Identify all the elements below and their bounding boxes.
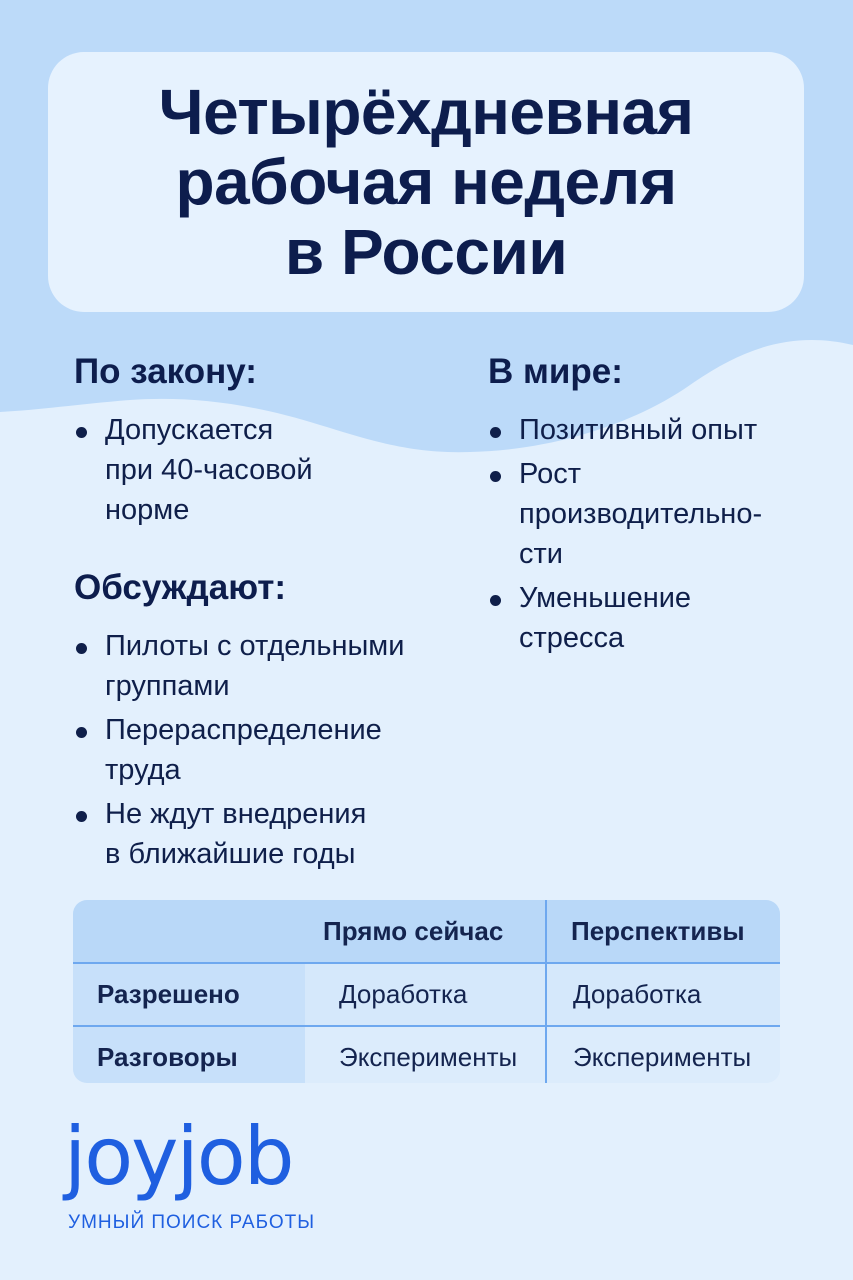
- table-row-label: Разговоры: [73, 1027, 305, 1083]
- list-item: [488, 410, 828, 450]
- discuss-heading: Обсуждают:: [74, 568, 287, 607]
- table-header-row: [73, 900, 780, 962]
- list-item-line: труда: [105, 754, 181, 786]
- list-item-line: Перераспределение: [105, 714, 382, 746]
- list-item-line: в ближайшие годы: [105, 838, 356, 870]
- table-cell: Доработка: [545, 964, 780, 1025]
- list-item-line: норме: [105, 494, 190, 526]
- comparison-table: [73, 900, 780, 1083]
- list-item-line: производительно-: [519, 498, 763, 530]
- page-title-line-1: Четырёхдневная: [158, 76, 694, 148]
- page-title-line-2: рабочая неделя: [175, 146, 677, 218]
- list-item-line: Уменьшение: [519, 582, 692, 614]
- brand-logo: joyjob: [64, 1110, 293, 1203]
- law-heading: По закону:: [74, 352, 257, 391]
- list-item-line: стресса: [519, 622, 625, 654]
- list-item-line: Рост: [519, 458, 581, 490]
- discuss-list: [74, 626, 494, 874]
- law-list: [74, 410, 474, 530]
- world-list: [488, 410, 828, 658]
- table-header-cell: Прямо сейчас: [323, 915, 504, 946]
- brand-tagline: УМНЫЙ ПОИСК РАБОТЫ: [68, 1212, 316, 1233]
- title-card: [48, 52, 804, 312]
- list-item-line: группами: [105, 670, 230, 702]
- discuss-section: [74, 568, 494, 878]
- list-item-line: Не ждут внедрения: [105, 798, 367, 830]
- law-section: [74, 352, 474, 534]
- list-item: [74, 626, 494, 706]
- list-item: [488, 578, 828, 658]
- list-item: [74, 794, 494, 874]
- table-row-label: Разрешено: [73, 964, 305, 1025]
- list-item: [74, 410, 474, 530]
- world-heading: В мире:: [488, 352, 623, 391]
- list-item-line: Допускается: [105, 414, 274, 446]
- list-item: [74, 710, 494, 790]
- world-section: [488, 352, 828, 662]
- table-header-cell: Перспективы: [545, 900, 780, 962]
- table-row: [73, 962, 780, 1025]
- table-cell: Эксперименты: [339, 1042, 518, 1072]
- table-header-cell: [73, 900, 305, 962]
- table-row: [73, 1025, 780, 1083]
- table-cell: Доработка: [339, 979, 468, 1009]
- list-item-line: при 40-часовой: [105, 454, 313, 486]
- list-item: [488, 454, 828, 574]
- table-cell: Эксперименты: [545, 1027, 780, 1083]
- list-item-line: сти: [519, 538, 563, 570]
- page-title-line-3: в России: [284, 216, 568, 288]
- list-item-line: Позитивный опыт: [519, 414, 758, 446]
- list-item-line: Пилоты с отдельными: [105, 630, 405, 662]
